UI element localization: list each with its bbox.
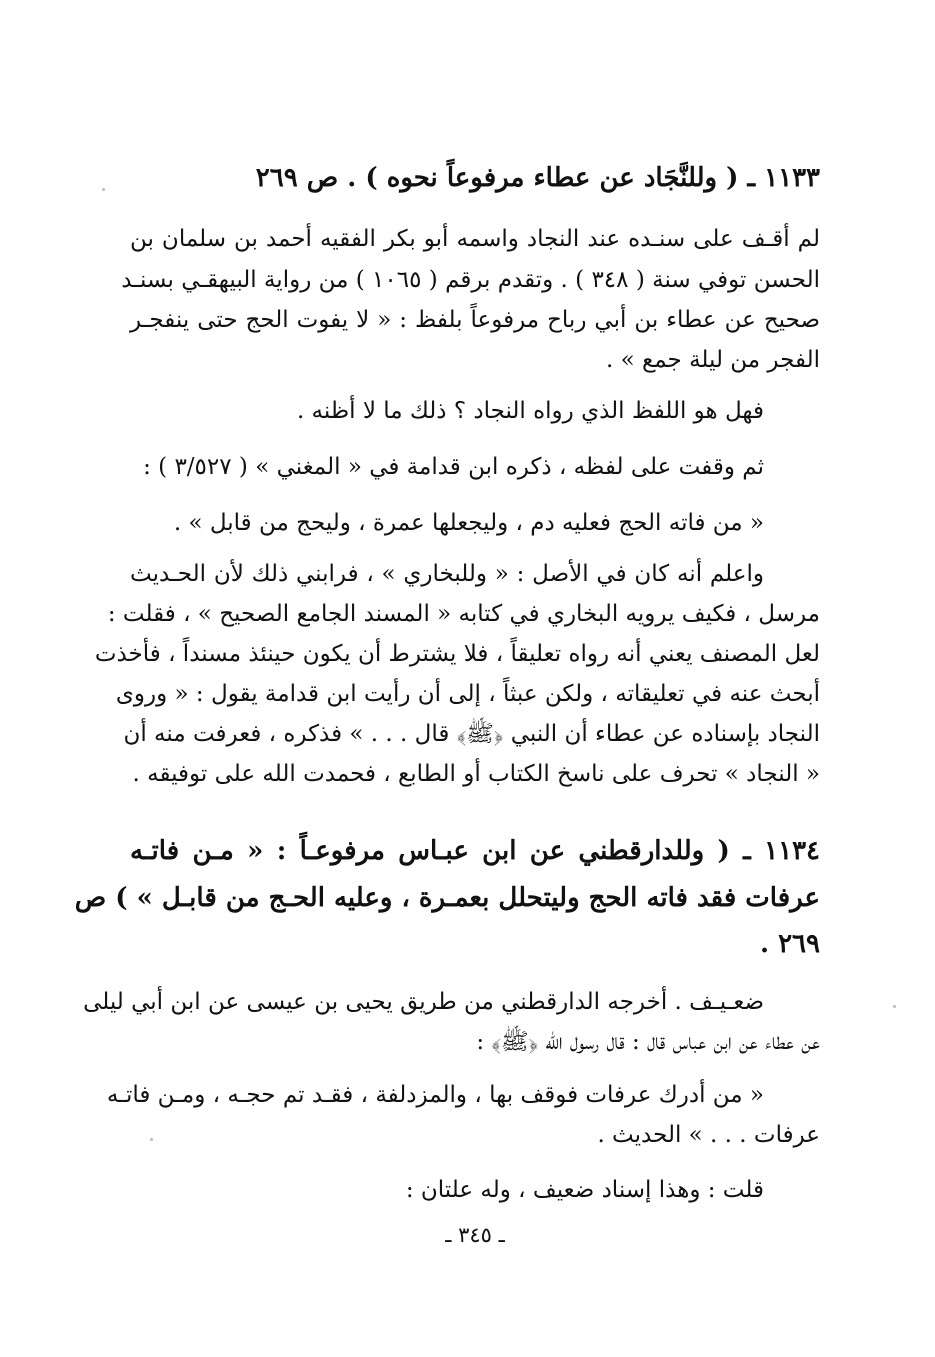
text-line: ضعـيـف . أخرجه الدارقطني من طريق يحيى بن عيسى عن ابن أبي ليلى	[83, 989, 764, 1015]
page-number: ـ ٣٤٥ ـ	[445, 1223, 505, 1247]
entry-heading: ١١٣٣ ـ ( وللنَّجَاد عن عطاء مرفوعاً نحوه ) . ص ٢٦٩	[255, 163, 820, 193]
text-line: الحسن توفي سنة ( ٣٤٨ ) . وتقدم برقم ( ١٠٦٥ ) من رواية البيهقـي بسنـد	[121, 267, 820, 293]
text-line: النجاد بإسناده عن عطاء أن النبي ﴿ﷺ﴾ قال . . . » فذكره ، فعرفت منه أن	[123, 721, 820, 747]
text-line: أبحث عنه في تعليقاته ، ولكن عبثاً ، إلى أن رأيت ابن قدامة يقول : « وروى	[115, 681, 820, 707]
scan-speck	[102, 188, 105, 191]
scan-speck	[893, 1005, 896, 1008]
quotation: « من فاته الحج فعليه دم ، وليجعلها عمرة ، وليحج من قابل » .	[173, 510, 764, 536]
paragraph: قلت : وهذا إسناد ضعيف ، وله علتان :	[405, 1177, 764, 1203]
paragraph: فهل هو اللفظ الذي رواه النجاد ؟ ذلك ما لا أظنه .	[296, 398, 764, 424]
text-line: « النجاد » تحرف على ناسخ الكتاب أو الطابع ، فحمدت الله على توفيقه .	[132, 761, 820, 787]
text-line: الفجر من ليلة جمع » .	[606, 347, 820, 373]
text-line: عن عطاء عن ابن عباس قال : قال رسول الله ﴿ﷺ﴾ :	[476, 1029, 820, 1055]
text-line: مرسل ، فكيف يرويه البخاري في كتابه « المسند الجامع الصحيح » ، فقلت :	[107, 601, 820, 627]
text-line: « من أدرك عرفات فوقف بها ، والمزدلفة ، فقـد تم حجـه ، ومـن فاتـه	[106, 1082, 764, 1108]
text-line: واعلم أنه كان في الأصل : « وللبخاري » ، فرابني ذلك لأن الحـديث	[130, 561, 764, 587]
text-line: عرفات . . . » الحديث .	[597, 1122, 820, 1148]
heading-line: عرفات فقد فاته الحج وليتحلل بعمـرة ، وعليه الحـج من قابـل » ) ص	[74, 883, 820, 913]
book-page	[74, 0, 820, 1357]
heading-line: ٢٦٩ .	[759, 929, 820, 959]
paragraph: ثم وقفت على لفظه ، ذكره ابن قدامة في « المغني » ( ٣/٥٢٧ ) :	[143, 454, 764, 480]
text-line: لم أقـف على سنـده عند النجاد واسمه أبو بكر الفقيه أحمد بن سلمان بن	[130, 226, 820, 252]
text-line: صحيح عن عطاء بن أبي رباح مرفوعاً بلفظ : « لا يفوت الحج حتى ينفجـر	[130, 307, 820, 333]
heading-line: ١١٣٤ ـ ( وللدارقطني عن ابن عبـاس مرفوعـاً : « مـن فاتـه	[130, 836, 820, 866]
text-line: لعل المصنف يعني أنه رواه تعليقاً ، فلا يشترط أن يكون حينئذ مسنداً ، فأخذت	[94, 641, 820, 667]
